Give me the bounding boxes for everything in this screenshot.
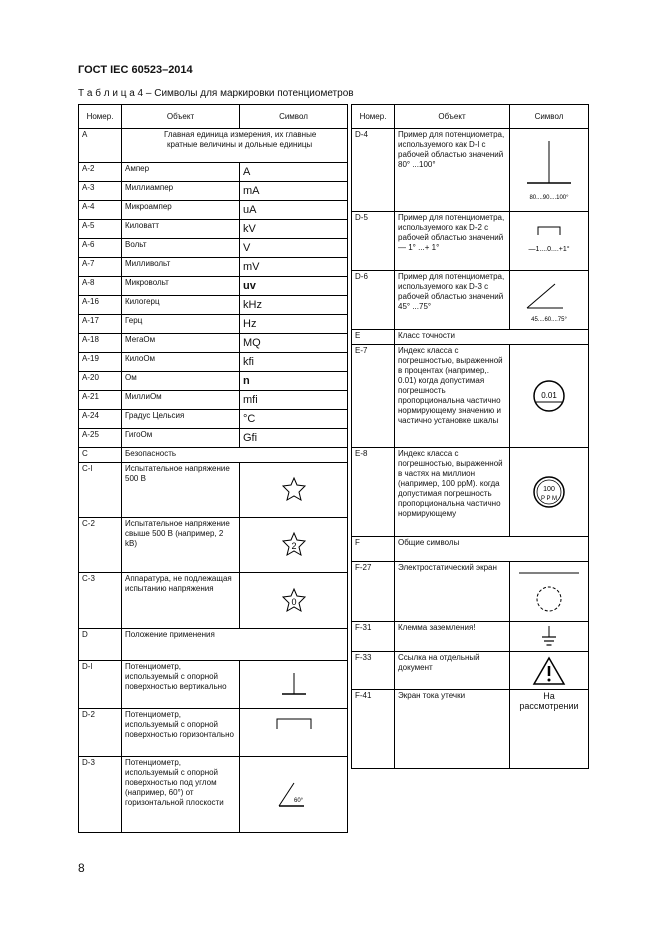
row-number: A-3: [79, 182, 122, 201]
unit-symbol: V: [240, 239, 348, 258]
table-row: [352, 448, 589, 537]
row-object: Градус Цельсия: [122, 410, 240, 429]
unit-symbol: uv: [240, 277, 348, 296]
row-number: A-8: [79, 277, 122, 296]
table-row: [79, 129, 348, 163]
row-number: A-2: [79, 163, 122, 182]
row-object: Потенциометр, используемый с опорной поверхностью горизонтально: [122, 709, 240, 757]
table-row: [79, 220, 348, 239]
row-object: Пример для потенциометра, используемого как D-2 с рабочей областью значений — 1° ...+ 1°: [395, 212, 510, 271]
row-number: A-7: [79, 258, 122, 277]
row-number: C-3: [79, 573, 122, 629]
star-mark-text: 0: [290, 596, 297, 607]
table-row: [79, 410, 348, 429]
symbol-cell: На рассмотрении: [510, 690, 589, 769]
star-mark-text: 2: [290, 541, 297, 551]
unit-symbol: kHz: [240, 296, 348, 315]
unit-symbol: n: [240, 372, 348, 391]
table-row: [79, 258, 348, 277]
table-row: [79, 182, 348, 201]
row-number: F-41: [352, 690, 395, 769]
row-object: Индекс класса с погрешностью, выраженной в частях на миллион (например, 100 ррМ). когда допустимая погрешность пропорциональна частично нормирующему: [395, 448, 510, 537]
table-caption: Т а б л и ц а 4 – Символы для маркировки потенциометров: [78, 88, 354, 99]
row-object: Вольт: [122, 239, 240, 258]
ground-terminal-icon: [539, 624, 559, 650]
row-object: МегаОм: [122, 334, 240, 353]
row-number: A: [79, 129, 122, 163]
row-number: F-33: [352, 652, 395, 690]
angled-position-icon: [274, 778, 314, 812]
row-number: A-4: [79, 201, 122, 220]
row-object: Безопасность: [122, 448, 348, 463]
table-row: [79, 315, 348, 334]
row-object: Пример для потенциометра, используемого как D-3 с рабочей областью значений 45° ...75°: [395, 271, 510, 330]
table-row: [352, 537, 589, 562]
row-number: C-2: [79, 518, 122, 573]
row-object: Главная единица измерения, их главные кратные величины и дольные единицы: [122, 129, 348, 163]
table-row: [352, 345, 589, 448]
row-number: A-19: [79, 353, 122, 372]
row-number: D-4: [352, 129, 395, 212]
row-object: Ампер: [122, 163, 240, 182]
unit-symbol: mA: [240, 182, 348, 201]
col-header-number: Номер.: [352, 105, 395, 129]
table-row: [79, 518, 348, 573]
table-row: [79, 201, 348, 220]
row-number: A-5: [79, 220, 122, 239]
angle-mark-text: 60°: [293, 797, 303, 804]
table-row: [79, 334, 348, 353]
table-row: [352, 622, 589, 652]
symbol-cell: [510, 212, 589, 271]
symbol-cell: [240, 709, 348, 757]
table-row: [352, 271, 589, 330]
unit-symbol: kfi: [240, 353, 348, 372]
table-row: [79, 429, 348, 448]
table-row: [79, 277, 348, 296]
symbol-cell: [510, 652, 589, 690]
warning-triangle-icon: [532, 655, 566, 687]
row-number: D-6: [352, 271, 395, 330]
row-number: D-l: [79, 661, 122, 709]
table-row: [352, 212, 589, 271]
row-object: Аппаратура, не подлежащая испытанию напряжения: [122, 573, 240, 629]
range-scale-text: 45....60....75°: [531, 317, 567, 323]
table-row: [352, 330, 589, 345]
symbol-cell: [510, 448, 589, 537]
table-row: [79, 463, 348, 518]
col-header-number: Номер.: [79, 105, 122, 129]
table-row: [79, 709, 348, 757]
table-row: [79, 629, 348, 661]
table-row: [79, 372, 348, 391]
row-object: Испытательное напряжение 500 В: [122, 463, 240, 518]
star-no-test-icon: [279, 586, 309, 616]
row-object: Положение применения: [122, 629, 348, 661]
row-number: A-17: [79, 315, 122, 334]
row-object: Общие символы: [395, 537, 589, 562]
row-object: КилоОм: [122, 353, 240, 372]
symbol-cell: [240, 573, 348, 629]
row-number: D-5: [352, 212, 395, 271]
row-object: Микроампер: [122, 201, 240, 220]
row-object: Потенциометр, используемый с опорной поверхностью под углом (например, 60°) от горизонтальной плоскости: [122, 757, 240, 833]
table-row: [352, 129, 589, 212]
row-object: Испытательное напряжение свыше 500 В (например, 2 kB): [122, 518, 240, 573]
symbol-cell: [510, 622, 589, 652]
symbol-cell: [510, 129, 589, 212]
horizontal-position-icon: [274, 715, 314, 735]
symbol-cell: [510, 271, 589, 330]
row-object: Ом: [122, 372, 240, 391]
table-row: [79, 757, 348, 833]
row-object: Клемма заземления!: [395, 622, 510, 652]
row-object: Милливольт: [122, 258, 240, 277]
row-number: A-24: [79, 410, 122, 429]
unit-symbol: MQ: [240, 334, 348, 353]
unit-symbol: Hz: [240, 315, 348, 334]
row-object: Индекс класса с погрешностью, выраженной в процентах (например,. 0.01) когда допустимая погрешность пропорциональна частично нормирующему значению и частично установке шкалы: [395, 345, 510, 448]
range-scale-text: —1....0....+1°: [528, 246, 570, 253]
row-number: E-8: [352, 448, 395, 537]
row-number: A-18: [79, 334, 122, 353]
table-row: [79, 353, 348, 372]
row-number: D: [79, 629, 122, 661]
vertical-range-icon: [513, 135, 585, 205]
table-row: [79, 448, 348, 463]
star-test-voltage-icon: [279, 530, 309, 560]
row-number: A-6: [79, 239, 122, 258]
row-object: Потенциометр, используемый с опорной поверхностью вертикально: [122, 661, 240, 709]
class-index-text: 100: [543, 486, 555, 493]
row-number: A-20: [79, 372, 122, 391]
vertical-position-icon: [274, 670, 314, 700]
row-object: Ссылка на отдельный документ: [395, 652, 510, 690]
symbols-table-left: [78, 104, 348, 833]
range-scale-text: 80....90....100°: [529, 195, 569, 201]
unit-symbol: °C: [240, 410, 348, 429]
col-header-symbol: Символ: [240, 105, 348, 129]
row-number: D-2: [79, 709, 122, 757]
page-number: 8: [78, 861, 85, 875]
class-index-text: 0.01: [541, 391, 557, 400]
table-row: [352, 652, 589, 690]
row-number: E-7: [352, 345, 395, 448]
symbol-cell: [240, 661, 348, 709]
row-number: F: [352, 537, 395, 562]
row-object: Пример для потенциометра, используемого как D-l с рабочей областью значений 80° ...100°: [395, 129, 510, 212]
row-number: C-l: [79, 463, 122, 518]
angled-range-icon: [513, 274, 585, 326]
row-object: Миллиампер: [122, 182, 240, 201]
row-number: D-3: [79, 757, 122, 833]
row-number: E: [352, 330, 395, 345]
row-number: A-21: [79, 391, 122, 410]
horizontal-range-icon: [513, 221, 585, 261]
col-header-object: Объект: [122, 105, 240, 129]
row-object: Герц: [122, 315, 240, 334]
unit-symbol: kV: [240, 220, 348, 239]
table-row: [79, 163, 348, 182]
row-object: МиллиОм: [122, 391, 240, 410]
symbols-table-right: [351, 104, 589, 769]
row-object: Электростатический экран: [395, 562, 510, 622]
accuracy-class-ppm-icon: [529, 472, 569, 512]
row-object: Экран тока утечки: [395, 690, 510, 769]
document-header: ГОСТ IEC 60523–2014: [78, 64, 193, 76]
row-number: C: [79, 448, 122, 463]
row-number: A-16: [79, 296, 122, 315]
unit-symbol: uA: [240, 201, 348, 220]
col-header-symbol: Символ: [510, 105, 589, 129]
accuracy-class-percent-icon: [529, 376, 569, 416]
class-unit-text: P P M: [540, 496, 558, 502]
table-row: [79, 296, 348, 315]
symbol-cell: [240, 463, 348, 518]
table-row: [352, 690, 589, 769]
table-row: [352, 562, 589, 622]
table-row: [79, 573, 348, 629]
row-object: Микровольт: [122, 277, 240, 296]
symbol-cell: [240, 518, 348, 573]
star-outline-icon: [279, 475, 309, 505]
row-object: Класс точности: [395, 330, 589, 345]
col-header-object: Объект: [395, 105, 510, 129]
row-object: ГигоОм: [122, 429, 240, 448]
table-row: [79, 391, 348, 410]
unit-symbol: A: [240, 163, 348, 182]
unit-symbol: mfi: [240, 391, 348, 410]
table-row: [79, 661, 348, 709]
row-number: F-31: [352, 622, 395, 652]
row-object: Килогерц: [122, 296, 240, 315]
row-number: A-25: [79, 429, 122, 448]
unit-symbol: mV: [240, 258, 348, 277]
symbol-cell: [240, 757, 348, 833]
unit-symbol: Gfi: [240, 429, 348, 448]
table-row: [79, 239, 348, 258]
row-object: Киловатт: [122, 220, 240, 239]
electrostatic-screen-icon: [513, 565, 585, 619]
symbol-cell: [510, 562, 589, 622]
row-number: F-27: [352, 562, 395, 622]
symbol-cell: [510, 345, 589, 448]
